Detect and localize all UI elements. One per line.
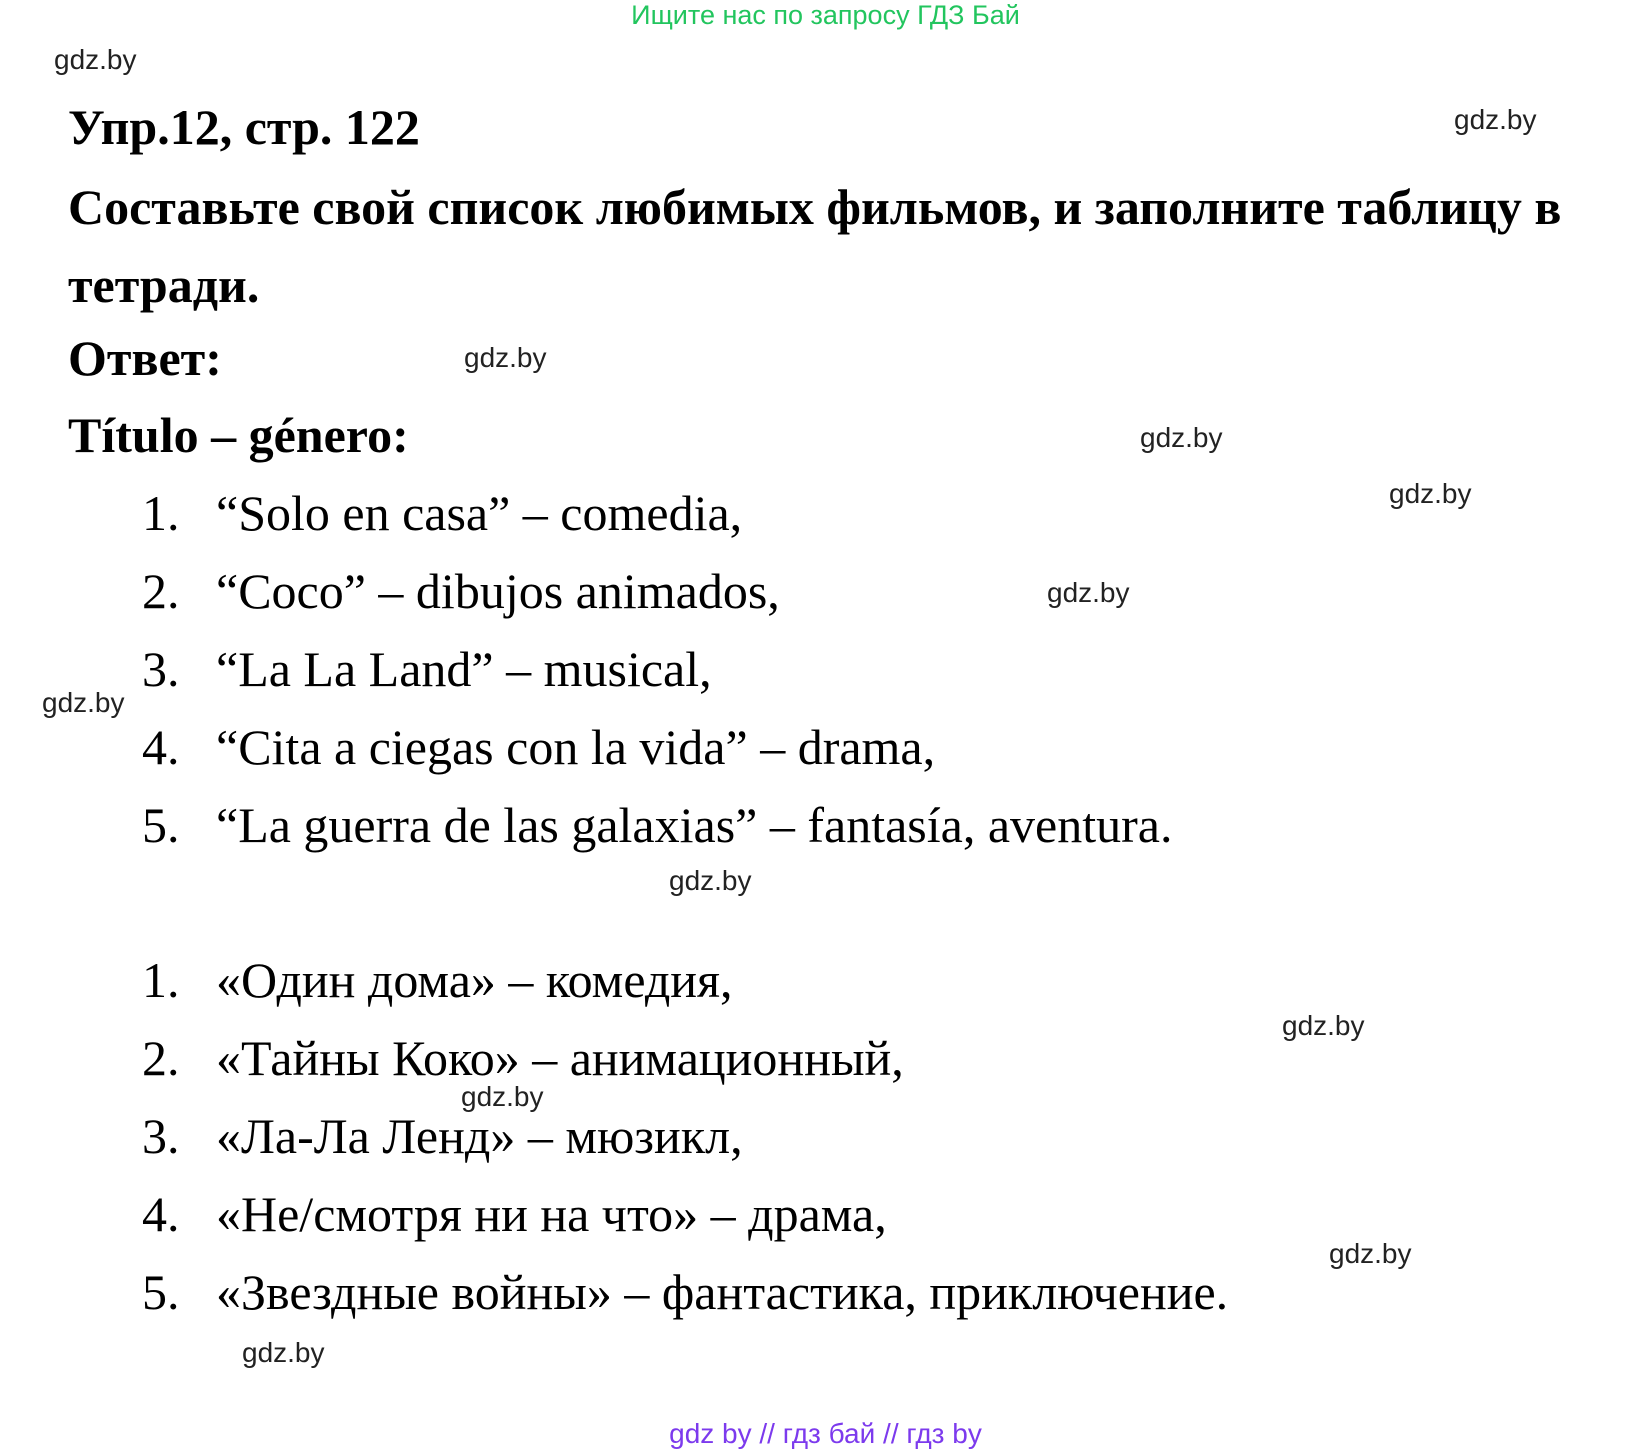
search-banner: Ищите нас по запросу ГДЗ Бай [631,0,1020,30]
watermark: gdz.by [669,865,752,896]
watermark: gdz.by [42,687,125,718]
footer-watermark: gdz by // гдз бай // гдз by [669,1418,982,1449]
item-number: 3. [142,1108,180,1164]
film-entry: “Solo en casa” – comedia, [216,485,743,541]
item-number: 1. [142,952,180,1008]
film-entry: «Звездные войны» – фантастика, приключение. [216,1264,1229,1320]
item-number: 5. [142,1264,180,1320]
answer-label: Ответ: [68,330,222,386]
watermark: gdz.by [1282,1010,1365,1041]
item-number: 1. [142,485,180,541]
watermark: gdz.by [54,44,137,75]
film-entry: «Ла-Ла Ленд» – мюзикл, [216,1108,743,1164]
film-entry: «Один дома» – комедия, [216,952,733,1008]
film-entry: “La La Land” – musical, [216,641,712,697]
spanish-list-header: Título – género: [68,407,409,463]
item-number: 2. [142,1030,180,1086]
watermark: gdz.by [1140,422,1223,453]
item-number: 5. [142,797,180,853]
film-entry: «Не/смотря ни на что» – драма, [216,1186,887,1242]
item-number: 2. [142,563,180,619]
watermark: gdz.by [1047,577,1130,608]
task-text: Составьте свой список любимых фильмов, и заполните таблицу в тетради. [68,179,1562,313]
film-entry: “Cita a ciegas con la vida” – drama, [216,719,936,775]
item-number: 4. [142,719,180,775]
watermark: gdz.by [1454,104,1537,135]
watermark: gdz.by [464,342,547,373]
watermark: gdz.by [1329,1238,1412,1269]
item-number: 4. [142,1186,180,1242]
film-entry: «Тайны Коко» – анимационный, [216,1030,904,1086]
film-entry: “Coco” – dibujos animados, [216,563,780,619]
item-number: 3. [142,641,180,697]
watermark: gdz.by [461,1081,544,1112]
watermark: gdz.by [242,1337,325,1368]
exercise-title: Упр.12, стр. 122 [68,99,420,155]
watermark: gdz.by [1389,478,1472,509]
film-entry: “La guerra de las galaxias” – fantasía, aventura. [216,797,1173,853]
